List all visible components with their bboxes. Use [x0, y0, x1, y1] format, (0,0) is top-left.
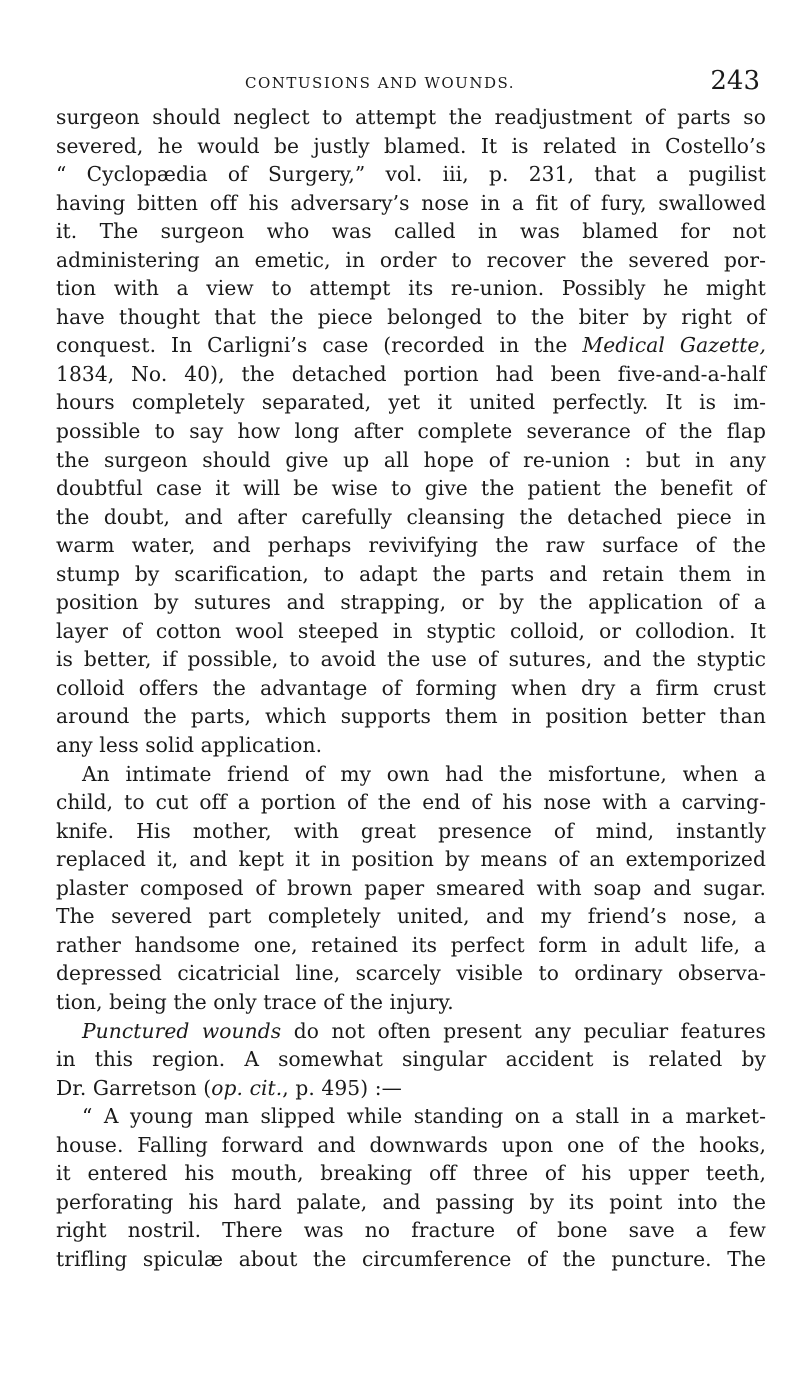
section-term: Punctured wounds [82, 1018, 282, 1043]
text-line: “ Cyclopædia of Surgery,” vol. iii, p. 231, that a pugilist [56, 162, 766, 187]
running-head [60, 66, 760, 106]
text-line: replaced it, and kept it in position by means of an extemporized [56, 847, 766, 872]
text-line: knife. His mother, with great presence of mind, instantly [56, 818, 766, 843]
text-line: any less solid application. [56, 733, 323, 758]
text-line: child, to cut off a portion of the end of his nose with a carving- [56, 790, 766, 815]
text-line: administering an emetic, in order to recover the severed por- [56, 247, 766, 272]
running-title: CONTUSIONS AND WOUNDS. [245, 74, 515, 92]
text-line: The severed part completely united, and my friend’s nose, a [56, 904, 766, 929]
text-line: layer of cotton wool steeped in styptic colloid, or collodion. It [56, 618, 766, 643]
text-line: An intimate friend of my own had the misfortune, when a [82, 761, 766, 786]
text-line: in this region. A somewhat singular accident is related by [56, 1047, 766, 1072]
text-line: it entered his mouth, breaking off three of his upper teeth, [56, 1161, 766, 1186]
text-line: right nostril. There was no fracture of bone save a few [56, 1218, 766, 1243]
body-text [56, 103, 766, 1273]
journal-title: Medical Gazette, [582, 333, 766, 358]
text-line: rather handsome one, retained its perfect form in adult life, a [56, 932, 766, 957]
text-line: trifling spiculæ about the circumference of the puncture. The [56, 1246, 766, 1271]
text-line: “ A young man slipped while standing on a stall in a market- [82, 1104, 766, 1129]
text-line: 1834, No. 40), the detached portion had been five-and-a-half [56, 361, 766, 386]
text-line: have thought that the piece belonged to the biter by right of [56, 304, 766, 329]
page-number: 243 [710, 66, 760, 96]
text-line: doubtful case it will be wise to give the patient the benefit of [56, 476, 766, 501]
text-line: stump by scarification, to adapt the parts and retain them in [56, 561, 766, 586]
text-line: surgeon should neglect to attempt the readjustment of parts so [56, 105, 766, 129]
text-line: having bitten off his adversary’s nose in a fit of fury, swallowed [56, 190, 766, 215]
text-line: position by sutures and strapping, or by the application of a [56, 590, 766, 615]
text-fragment: do not often present any peculiar features [281, 1018, 767, 1043]
text-line [56, 1074, 766, 1103]
text-line: house. Falling forward and downwards upon one of the hooks, [56, 1132, 766, 1157]
text-line [56, 1017, 766, 1046]
text-line: the doubt, and after carefully cleansing the detached piece in [56, 504, 766, 529]
text-line: tion with a view to attempt its re-union. Possibly he might [56, 276, 766, 301]
text-line: hours completely separated, yet it united perfectly. It is im- [56, 390, 766, 415]
citation-abbrev: op. cit. [211, 1075, 283, 1100]
text-line: plaster composed of brown paper smeared with soap and sugar. [56, 875, 766, 900]
text-line: it. The surgeon who was called in was blamed for not [56, 219, 766, 244]
text-line: around the parts, which supports them in position better than [56, 704, 766, 729]
text-line: is better, if possible, to avoid the use of sutures, and the styptic [56, 647, 766, 672]
text-line: possible to say how long after complete severance of the flap [56, 419, 766, 444]
text-line: perforating his hard palate, and passing by its point into the [56, 1189, 766, 1214]
text-fragment: conquest. In Carligni’s case (recorded in the [56, 333, 583, 358]
text-line: colloid offers the advantage of forming when dry a firm crust [56, 675, 766, 700]
text-fragment: Dr. Garretson ( [56, 1075, 212, 1100]
text-line: severed, he would be justly blamed. It is related in Costello’s [56, 133, 766, 158]
text-line: warm water, and perhaps revivifying the raw surface of the [56, 533, 766, 558]
text-line: depressed cicatricial line, scarcely visible to ordinary observa- [56, 961, 766, 986]
text-line [56, 331, 766, 360]
text-line: the surgeon should give up all hope of re-union : but in any [56, 447, 766, 472]
text-line: tion, being the only trace of the injury. [56, 989, 454, 1014]
text-fragment: , p. 495) :— [282, 1075, 402, 1100]
